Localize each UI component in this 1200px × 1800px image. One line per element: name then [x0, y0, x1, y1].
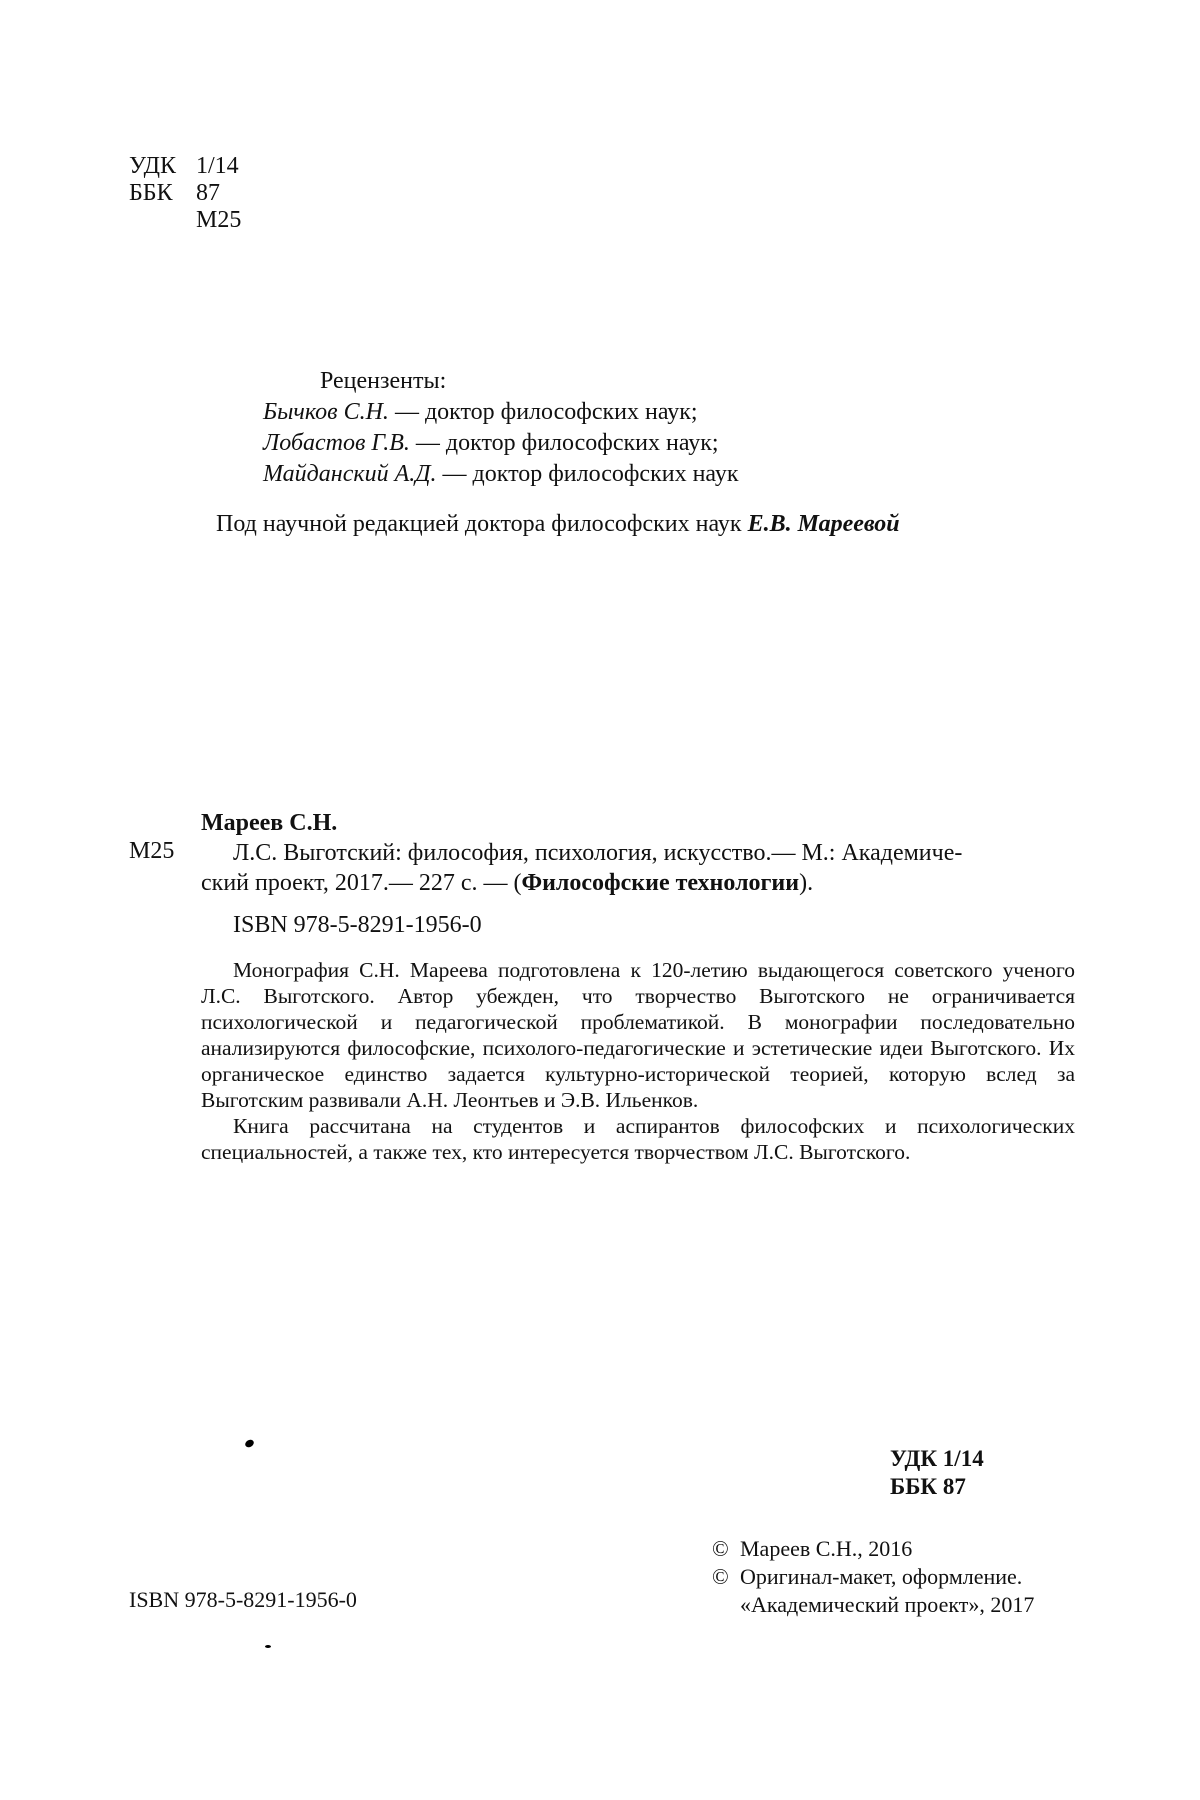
copyright-block — [712, 1535, 1034, 1619]
reviewer-title: — доктор философских наук; — [409, 430, 719, 456]
record-line2-b: ). — [799, 870, 814, 896]
scan-speck — [265, 1645, 271, 1648]
copyright-line1: Мареев С.Н., 2016 — [740, 1536, 913, 1561]
record-series: Философские технологии — [521, 870, 800, 896]
classification-top — [129, 153, 241, 234]
bbk-row — [129, 180, 241, 207]
annotation-paragraph: Книга рассчитана на студентов и аспирантов философских и психологических специальностей, а также тех, кто интересуется творчеством Л.С. Выготского. — [201, 1114, 1075, 1164]
udk-bottom: УДК 1/14 — [890, 1446, 984, 1471]
annotation — [201, 957, 1075, 1165]
editor-text: Под научной редакцией доктора философских наук — [216, 511, 748, 537]
record-line1: Л.С. Выготский: философия, психология, искусство.— М.: Академиче- — [233, 840, 963, 866]
copyright-icon: © — [712, 1536, 729, 1561]
author-mark-top: М25 — [196, 207, 242, 233]
record-isbn: ISBN 978-5-8291-1956-0 — [233, 912, 482, 938]
copyright-icon: © — [712, 1564, 729, 1589]
editor-name: Е.В. Мареевой — [747, 511, 900, 537]
udk-value: 1/14 — [196, 153, 239, 179]
editor-line — [216, 510, 900, 538]
author-mark-row — [129, 207, 241, 234]
copyright-row — [712, 1563, 1034, 1591]
record-line2-a: ский проект, 2017.— 227 с. — ( — [201, 870, 522, 896]
classification-bottom — [890, 1445, 984, 1501]
reviewer-name: Бычков С.Н. — [263, 399, 389, 425]
copyright-line3: «Академический проект», 2017 — [740, 1592, 1035, 1617]
reviewer-title: — доктор философских наук; — [388, 399, 698, 425]
copyright-row — [712, 1535, 1034, 1563]
reviewers-block — [263, 366, 739, 490]
annotation-paragraph: Монография С.Н. Мареева подготовлена к 120-летию выдающегося советского ученого Л.С. Выготского. Автор убежден, что творчество Выготского не ограничивается психологической и педагогической проблематикой. В монографии последовательно анализируются философские, психолого-педагогические и эстетические идеи Выготского. Их органическое единство задается культурно-исторической теорией, которую вслед за Выготским развивали А.Н. Леонтьев и Э.В. Ильенков. — [201, 958, 1075, 1112]
record-author-mark: М25 — [129, 838, 175, 864]
copyright-line2: Оригинал-макет, оформление. — [740, 1564, 1023, 1589]
scan-speck — [244, 1438, 255, 1449]
reviewer-item — [263, 459, 739, 490]
reviewer-name: Лобастов Г.В. — [263, 430, 410, 456]
bbk-bottom: ББК 87 — [890, 1474, 966, 1499]
reviewers-heading: Рецензенты: — [320, 368, 447, 394]
udk-label: УДК — [129, 153, 176, 179]
reviewer-item — [263, 397, 739, 428]
record-author: Мареев С.Н. — [201, 810, 338, 836]
reviewer-title: — доктор философских наук — [436, 461, 739, 487]
reviewer-name: Майданский А.Д. — [263, 461, 437, 487]
bbk-value: 87 — [196, 180, 220, 206]
record-line2 — [201, 868, 1075, 898]
reviewer-item — [263, 428, 739, 459]
udk-row — [129, 153, 241, 180]
record-title — [201, 838, 1075, 898]
isbn-bottom: ISBN 978-5-8291-1956-0 — [129, 1587, 357, 1612]
bbk-label: ББК — [129, 180, 173, 206]
